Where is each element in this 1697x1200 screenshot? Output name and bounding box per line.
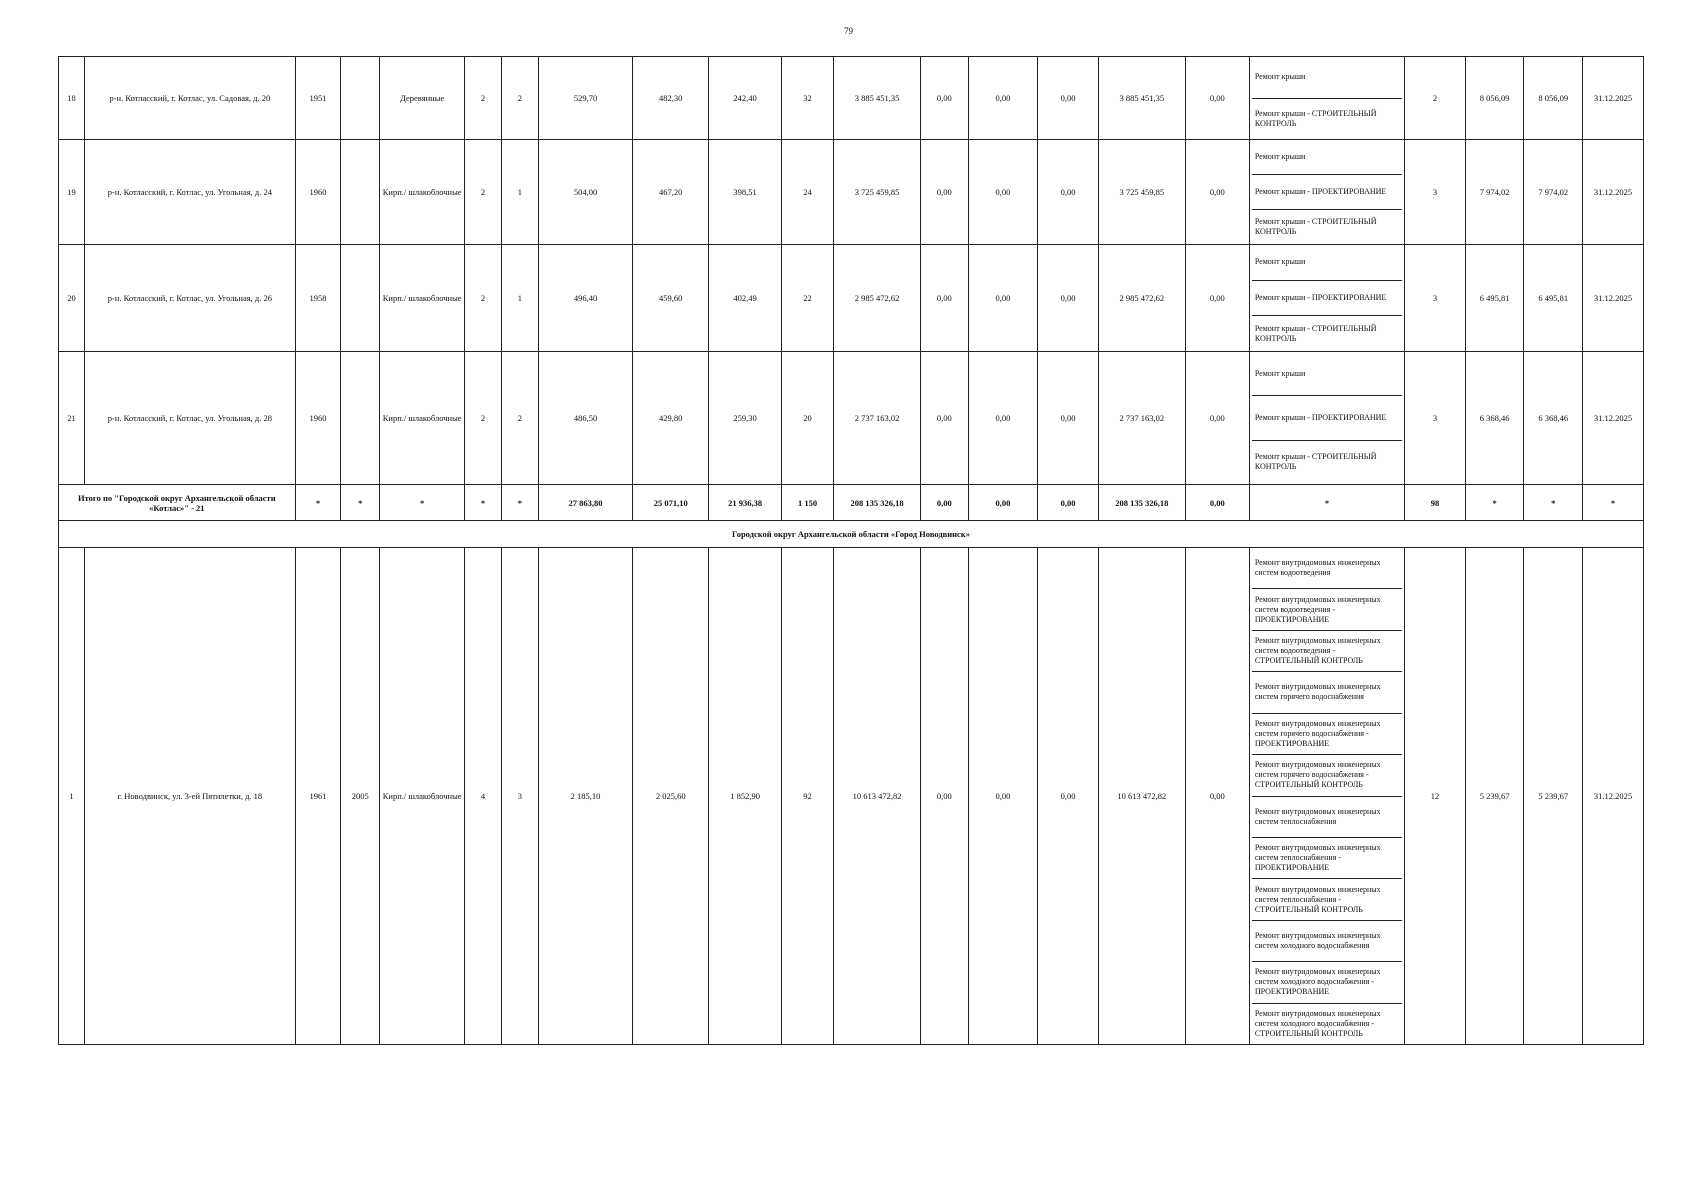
- total-residents: 1 150: [781, 485, 833, 521]
- cell-residents: 24: [781, 140, 833, 245]
- total-c1: *: [295, 485, 341, 521]
- work-type-item: Ремонт крыши - СТРОИТЕЛЬНЫЙ КОНТРОЛЬ: [1254, 323, 1377, 343]
- cell-num: 1: [59, 548, 85, 1045]
- work-type-item: Ремонт внутридомовых инженерных систем водоотведения: [1252, 548, 1402, 589]
- work-type-item: Ремонт крыши: [1252, 245, 1402, 281]
- cell-max-cost: 6 368,46: [1524, 352, 1583, 485]
- cell-area-living: 482,30: [633, 57, 709, 140]
- cell-cost-owners: 2 985 472,62: [1098, 245, 1185, 352]
- cell-deadline: 31.12.2025: [1583, 352, 1644, 485]
- work-type-item: Ремонт внутридомовых инженерных систем теплоснабжения: [1252, 797, 1402, 838]
- cell-f3: 0,00: [1038, 245, 1099, 352]
- work-types-list: [1252, 352, 1402, 484]
- cell-area-res: 1 852,90: [709, 548, 782, 1045]
- work-types-cell: [1249, 352, 1404, 485]
- cell-material: Кирп./ шлакоблочные: [380, 352, 465, 485]
- total-c4: *: [465, 485, 502, 521]
- cell-unit-cost: 5 239,67: [1465, 548, 1524, 1045]
- cell-count: 3: [1405, 140, 1466, 245]
- cell-floors: 2: [465, 140, 502, 245]
- cell-cost-owners: 3 885 451,35: [1098, 57, 1185, 140]
- cell-material: Кирп./ шлакоблочные: [380, 140, 465, 245]
- cell-year-built: 1961: [295, 548, 341, 1045]
- work-type-item: Ремонт внутридомовых инженерных систем холодного водоснабжения: [1252, 921, 1402, 962]
- cell-entrances: 3: [501, 548, 538, 1045]
- cell-residents: 22: [781, 245, 833, 352]
- work-type-item: Ремонт внутридомовых инженерных систем холодного водоснабжения - СТРОИТЕЛЬНЫЙ КОНТРОЛЬ: [1254, 1008, 1381, 1038]
- total-deadline: *: [1583, 485, 1644, 521]
- cell-area-living: 467,20: [633, 140, 709, 245]
- cell-floors: 2: [465, 352, 502, 485]
- total-cost-owners: 208 135 326,18: [1098, 485, 1185, 521]
- cell-floors: 2: [465, 245, 502, 352]
- total-works: *: [1249, 485, 1404, 521]
- cell-entrances: 1: [501, 140, 538, 245]
- cell-material: Кирп./ шлакоблочные: [380, 548, 465, 1045]
- total-f1: 0,00: [920, 485, 968, 521]
- cell-material: Кирп./ шлакоблочные: [380, 245, 465, 352]
- cell-address: р-н. Котласский, г. Котлас, ул. Угольная, д. 24: [85, 140, 296, 245]
- cell-cost-total: 2 737 163,02: [834, 352, 921, 485]
- work-type-item: Ремонт внутридомовых инженерных систем водоотведения - ПРОЕКТИРОВАНИЕ: [1252, 589, 1402, 630]
- table-row: [59, 140, 1644, 245]
- total-max-cost: *: [1524, 485, 1583, 521]
- work-types-list: [1252, 140, 1402, 244]
- total-c2: *: [341, 485, 380, 521]
- cell-material: Деревянные: [380, 57, 465, 140]
- cell-max-cost: 5 239,67: [1524, 548, 1583, 1045]
- cell-cost-total: 2 985 472,62: [834, 245, 921, 352]
- cell-year-repair: [341, 352, 380, 485]
- cell-unit-cost: 8 056,09: [1465, 57, 1524, 140]
- cell-address: р-н. Котласский, г. Котлас, ул. Угольная, д. 28: [85, 352, 296, 485]
- cell-residents: 20: [781, 352, 833, 485]
- cell-year-repair: [341, 245, 380, 352]
- work-type-item: Ремонт крыши - СТРОИТЕЛЬНЫЙ КОНТРОЛЬ: [1254, 108, 1377, 128]
- total-cost-total: 208 135 326,18: [834, 485, 921, 521]
- work-type-item: Ремонт крыши: [1252, 57, 1402, 99]
- total-unit-cost: *: [1465, 485, 1524, 521]
- cell-year-built: 1951: [295, 57, 341, 140]
- total-area-living: 25 071,10: [633, 485, 709, 521]
- work-type-item: Ремонт крыши - СТРОИТЕЛЬНЫЙ КОНТРОЛЬ: [1254, 217, 1377, 236]
- cell-area-total: 529,70: [538, 57, 632, 140]
- cell-area-total: 2 185,10: [538, 548, 632, 1045]
- cell-address: г. Новодвинск, ул. 3-ей Пятилетки, д. 18: [85, 548, 296, 1045]
- cell-f4: 0,00: [1185, 57, 1249, 140]
- cell-year-built: 1958: [295, 245, 341, 352]
- cell-cost-total: 3 725 459,85: [834, 140, 921, 245]
- page-number: 79: [844, 26, 853, 36]
- cell-f3: 0,00: [1038, 548, 1099, 1045]
- total-area-res: 21 936,38: [709, 485, 782, 521]
- work-type-item: Ремонт крыши: [1252, 140, 1402, 175]
- work-type-item: Ремонт крыши - ПРОЕКТИРОВАНИЕ: [1252, 175, 1402, 210]
- section-title: Городской округ Архангельской области «Город Новодвинск»: [59, 521, 1644, 548]
- cell-f3: 0,00: [1038, 57, 1099, 140]
- cell-f4: 0,00: [1185, 140, 1249, 245]
- table-row: [59, 245, 1644, 352]
- cell-year-built: 1960: [295, 140, 341, 245]
- total-area-total: 27 863,80: [538, 485, 632, 521]
- total-f3: 0,00: [1038, 485, 1099, 521]
- cell-deadline: 31.12.2025: [1583, 140, 1644, 245]
- cell-residents: 32: [781, 57, 833, 140]
- table-row: [59, 352, 1644, 485]
- cell-count: 12: [1405, 548, 1466, 1045]
- cell-count: 3: [1405, 245, 1466, 352]
- cell-year-repair: 2005: [341, 548, 380, 1045]
- cell-area-living: 459,60: [633, 245, 709, 352]
- cell-f1: 0,00: [920, 57, 968, 140]
- cell-area-total: 486,50: [538, 352, 632, 485]
- work-type-item: Ремонт внутридомовых инженерных систем горячего водоснабжения: [1252, 672, 1402, 713]
- cell-f4: 0,00: [1185, 548, 1249, 1045]
- cell-deadline: 31.12.2025: [1583, 548, 1644, 1045]
- cell-max-cost: 7 974,02: [1524, 140, 1583, 245]
- cell-address: р-н. Котласский, г. Котлас, ул. Угольная, д. 26: [85, 245, 296, 352]
- cell-area-res: 398,51: [709, 140, 782, 245]
- cell-cost-owners: 3 725 459,85: [1098, 140, 1185, 245]
- cell-f1: 0,00: [920, 352, 968, 485]
- cell-residents: 92: [781, 548, 833, 1045]
- cell-address: р-н. Котласский, г. Котлас, ул. Садовая, д. 20: [85, 57, 296, 140]
- work-type-item: Ремонт крыши - ПРОЕКТИРОВАНИЕ: [1252, 396, 1402, 440]
- cell-entrances: 2: [501, 352, 538, 485]
- work-type-item: Ремонт крыши - ПРОЕКТИРОВАНИЕ: [1252, 281, 1402, 317]
- cell-area-living: 2 025,60: [633, 548, 709, 1045]
- cell-f2: 0,00: [968, 548, 1037, 1045]
- total-c5: *: [501, 485, 538, 521]
- cell-year-repair: [341, 140, 380, 245]
- total-label: Итого по "Городской округ Архангельской области «Котлас»" - 21: [59, 485, 296, 521]
- cell-entrances: 1: [501, 245, 538, 352]
- cell-deadline: 31.12.2025: [1583, 245, 1644, 352]
- work-type-item: Ремонт внутридомовых инженерных систем горячего водоснабжения - ПРОЕКТИРОВАНИЕ: [1252, 714, 1402, 755]
- cell-unit-cost: 7 974,02: [1465, 140, 1524, 245]
- cell-unit-cost: 6 495,81: [1465, 245, 1524, 352]
- cell-num: 21: [59, 352, 85, 485]
- cell-num: 20: [59, 245, 85, 352]
- work-types-cell: [1249, 57, 1404, 140]
- total-c3: *: [380, 485, 465, 521]
- cell-f4: 0,00: [1185, 352, 1249, 485]
- work-types-list: [1252, 245, 1402, 351]
- work-types-cell: [1249, 140, 1404, 245]
- cell-cost-owners: 2 737 163,02: [1098, 352, 1185, 485]
- cell-f3: 0,00: [1038, 140, 1099, 245]
- cell-count: 3: [1405, 352, 1466, 485]
- cell-floors: 4: [465, 548, 502, 1045]
- cell-year-repair: [341, 57, 380, 140]
- total-row: [59, 485, 1644, 521]
- cell-area-total: 496,40: [538, 245, 632, 352]
- table-row: [59, 57, 1644, 140]
- cell-f2: 0,00: [968, 57, 1037, 140]
- work-type-item: Ремонт внутридомовых инженерных систем холодного водоснабжения - ПРОЕКТИРОВАНИЕ: [1252, 962, 1402, 1003]
- work-type-item: Ремонт внутридомовых инженерных систем горячего водоснабжения - СТРОИТЕЛЬНЫЙ КОНТРОЛЬ: [1252, 755, 1402, 796]
- work-types-list: [1252, 57, 1402, 139]
- cell-count: 2: [1405, 57, 1466, 140]
- work-type-item: Ремонт крыши - СТРОИТЕЛЬНЫЙ КОНТРОЛЬ: [1254, 452, 1377, 472]
- work-type-item: Ремонт внутридомовых инженерных систем водоотведения - СТРОИТЕЛЬНЫЙ КОНТРОЛЬ: [1252, 631, 1402, 672]
- cell-f4: 0,00: [1185, 245, 1249, 352]
- cell-deadline: 31.12.2025: [1583, 57, 1644, 140]
- cell-cost-total: 3 885 451,35: [834, 57, 921, 140]
- cell-f1: 0,00: [920, 245, 968, 352]
- cell-num: 18: [59, 57, 85, 140]
- work-type-item: Ремонт внутридомовых инженерных систем теплоснабжения - ПРОЕКТИРОВАНИЕ: [1252, 838, 1402, 879]
- work-types-list: [1252, 548, 1402, 1044]
- cell-f3: 0,00: [1038, 352, 1099, 485]
- repair-program-table: [58, 56, 1644, 1045]
- cell-f2: 0,00: [968, 245, 1037, 352]
- total-count: 98: [1405, 485, 1466, 521]
- cell-year-built: 1960: [295, 352, 341, 485]
- cell-max-cost: 8 056,09: [1524, 57, 1583, 140]
- cell-f1: 0,00: [920, 548, 968, 1045]
- work-type-item: Ремонт внутридомовых инженерных систем теплоснабжения - СТРОИТЕЛЬНЫЙ КОНТРОЛЬ: [1252, 879, 1402, 920]
- cell-floors: 2: [465, 57, 502, 140]
- cell-f2: 0,00: [968, 140, 1037, 245]
- cell-f2: 0,00: [968, 352, 1037, 485]
- work-types-cell: [1249, 548, 1404, 1045]
- cell-max-cost: 6 495,81: [1524, 245, 1583, 352]
- cell-cost-owners: 10 613 472,82: [1098, 548, 1185, 1045]
- total-f2: 0,00: [968, 485, 1037, 521]
- cell-area-living: 429,80: [633, 352, 709, 485]
- cell-cost-total: 10 613 472,82: [834, 548, 921, 1045]
- cell-area-res: 242,40: [709, 57, 782, 140]
- work-type-item: Ремонт крыши: [1252, 352, 1402, 396]
- cell-num: 19: [59, 140, 85, 245]
- cell-unit-cost: 6 368,46: [1465, 352, 1524, 485]
- section-header-row: [59, 521, 1644, 548]
- cell-f1: 0,00: [920, 140, 968, 245]
- cell-area-res: 259,30: [709, 352, 782, 485]
- cell-area-res: 402,49: [709, 245, 782, 352]
- table-row: [59, 548, 1644, 1045]
- cell-area-total: 504,00: [538, 140, 632, 245]
- cell-entrances: 2: [501, 57, 538, 140]
- work-types-cell: [1249, 245, 1404, 352]
- total-f4: 0,00: [1185, 485, 1249, 521]
